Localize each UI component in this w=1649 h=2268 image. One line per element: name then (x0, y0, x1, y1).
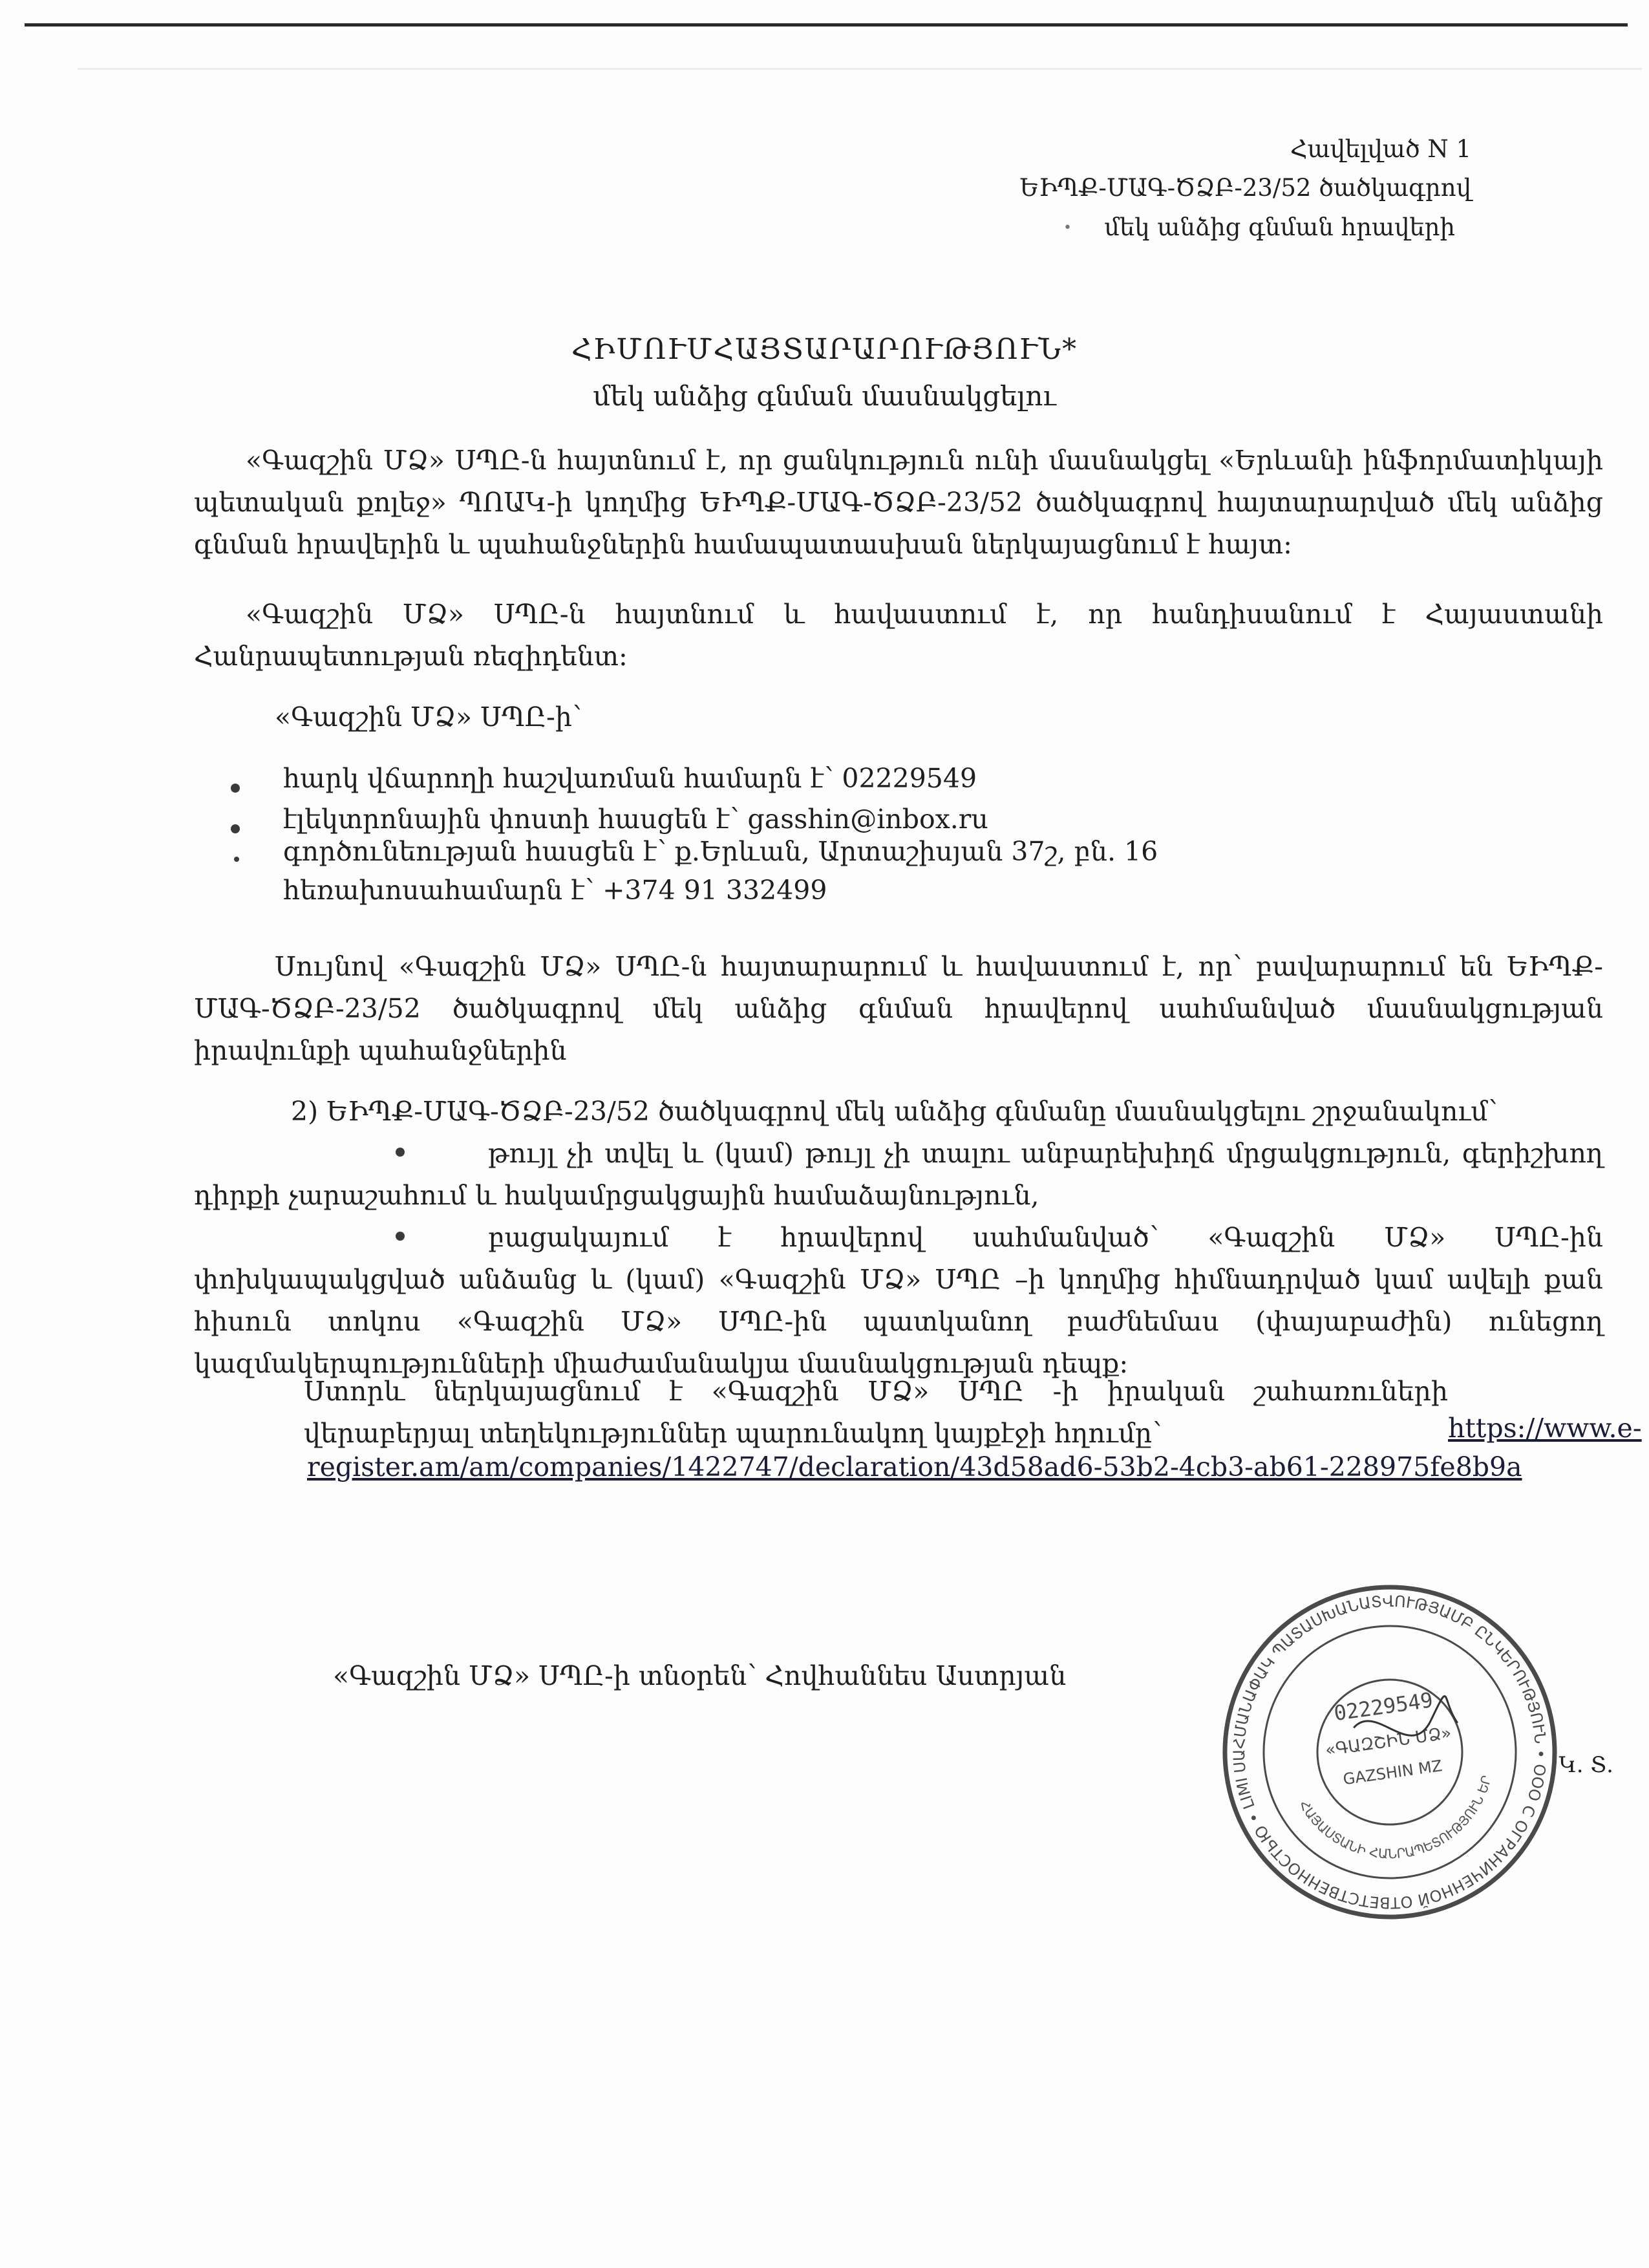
seal-outer-text: ՍԱՀՄԱՆԱՓԱԿ ՊԱՏԱՍԽԱՆԱՏՎՈՒԹՅԱՄԲ ԸՆԿԵՐՈՒԹՅՈՒՆ • ООО С ОГРАНИЧЕННОЙ ОТВЕТСТВЕННОСТЬЮ • LIMITED (1229, 1592, 1550, 1912)
director-signature-line: «Գազշին ՄՁ» ՍՊԸ-ի տնօրեն՝ Հովհաննես Աստրյան (333, 1660, 1067, 1691)
register-link-start[interactable]: https://www.e- (1448, 1413, 1642, 1444)
document-subtitle: մեկ անձից գնման մասնակցելու (593, 380, 1056, 412)
intro-paragraph: «Գազշին ՄՁ» ՍՊԸ-ն հայտնում է, որ ցանկություն ունի մասնակցել «Երևանի ինֆորմատիկայի պետական քոլեջ» ՊՈԱԿ-ի կողմից ԵԻՊՔ-ՄԱԳ-ԾՁԲ-23/52 ծածկագրով հայտարարված մեկ անձից գնման հրավերին և պահանջներին համապատասխան ներկայացնում է հայտ: (194, 445, 1603, 560)
annex-code: ԵԻՊՔ-ՄԱԳ-ԾՁԲ-23/52 ծածկագրով (1019, 174, 1471, 202)
detail-bullet (234, 857, 239, 862)
annex-invitation: մեկ անձից գնման հրավերի (1104, 213, 1455, 241)
seal-name-lat: GAZSHIN MZ (1341, 1757, 1443, 1789)
company-label: «Գազշին ՄՁ» ՍՊԸ-ի՝ (275, 701, 582, 733)
section2-item-affiliates: բացակայում է հրավերով սահմանված՝ «Գազշին ՄՁ» ՍՊԸ-ին փոխկապակցված անձանց և (կամ) «Գազշին ՄՁ» ՍՊԸ –ի կողմից հիմնադրված կամ ավելի քան հիսուն տոկոս «Գազշին ՄՁ» ՍՊԸ-ին պատկանող բաժնեմաս (փայաբաժին) ունեցող կազմակերպությունների միաժամանակյա մասնակցության դեպք: (194, 1222, 1603, 1379)
register-link-end[interactable]: register.am/am/companies/1422747/declaration/43d58ad6-53b2-4cb3-ab61-228975fe8b9a (307, 1451, 1522, 1482)
seal-outer-ring (1215, 1578, 1564, 1927)
company-seal (1215, 1578, 1564, 1927)
section2-item-competition: թույլ չի տվել և (կամ) թույլ չի տալու անբարեխիղճ մրցակցություն, գերիշխող դիրքի չարաշահում և հակամրցակցային համաձայնություն, (194, 1138, 1603, 1211)
detail-phone: հեռախոսահամարն է՝ +374 91 332499 (283, 875, 827, 906)
detail-bullet (231, 824, 240, 833)
seal-name-arm: «ԳԱԶՇԻՆ ՄՁ» (1324, 1723, 1453, 1760)
seal-mark: Կ. Տ. (1559, 1752, 1613, 1778)
annex-number: Հավելված N 1 (1290, 135, 1471, 163)
detail-tax-id: հարկ վճարողի հաշվառման համարն է՝ 02229549 (283, 763, 977, 794)
document-title: ՀԻՄՈՒՄՀԱՅՏԱՐԱՐՈՒԹՅՈՒՆ* (571, 333, 1078, 366)
section2-heading: 2) ԵԻՊՔ-ՄԱԳ-ԾՁԲ-23/52 ծածկագրով մեկ անձից գնմանը մասնակցելու շրջանակում՝ (291, 1096, 1498, 1127)
detail-address: գործունեության հասցեն է՝ ք.Երևան, Արտաշիսյան 37շ, բն. 16 (283, 836, 1158, 867)
residency-paragraph: «Գազշին ՄՁ» ՍՊԸ-ն հայտնում և հավաստում է, որ հանդիսանում է Հայաստանի Հանրապետության ռեզիդենտ: (194, 599, 1603, 672)
register-paragraph: Ստորև ներկայացնում է «Գազշին ՄՁ» ՍՊԸ -ի իրական շահառուների վերաբերյալ տեղեկություններ պարունակող կայքէջի հղումը՝ (304, 1376, 1448, 1449)
seal-tax-number: 02229549 (1332, 1687, 1435, 1726)
scan-edge-shadow (78, 68, 1642, 70)
detail-bullet (231, 784, 240, 793)
seal-bottom-text: ՀԱՅԱՍՏԱՆԻ ՀԱՆՐԱՊԵՏՈՒԹՅՈՒՆ ԵՐԵՎԱՆ (1296, 1773, 1495, 1862)
requirements-paragraph: Սույնով «Գազշին ՄՁ» ՍՊԸ-ն հայտարարում և հավաստում է, որ՝ բավարարում են ԵԻՊՔ-ՄԱԳ-ԾՁԲ-23/52 ծածկագրով մեկ անձից գնման հրավերով սահմանված մասնակցության իրավունքի պահանջներին (194, 951, 1603, 1066)
scan-top-border (25, 23, 1628, 27)
scan-dot: • (1063, 220, 1072, 236)
detail-email: էլեկտրոնային փոստի հասցեն է՝ gasshin@inbox.ru (283, 804, 988, 835)
